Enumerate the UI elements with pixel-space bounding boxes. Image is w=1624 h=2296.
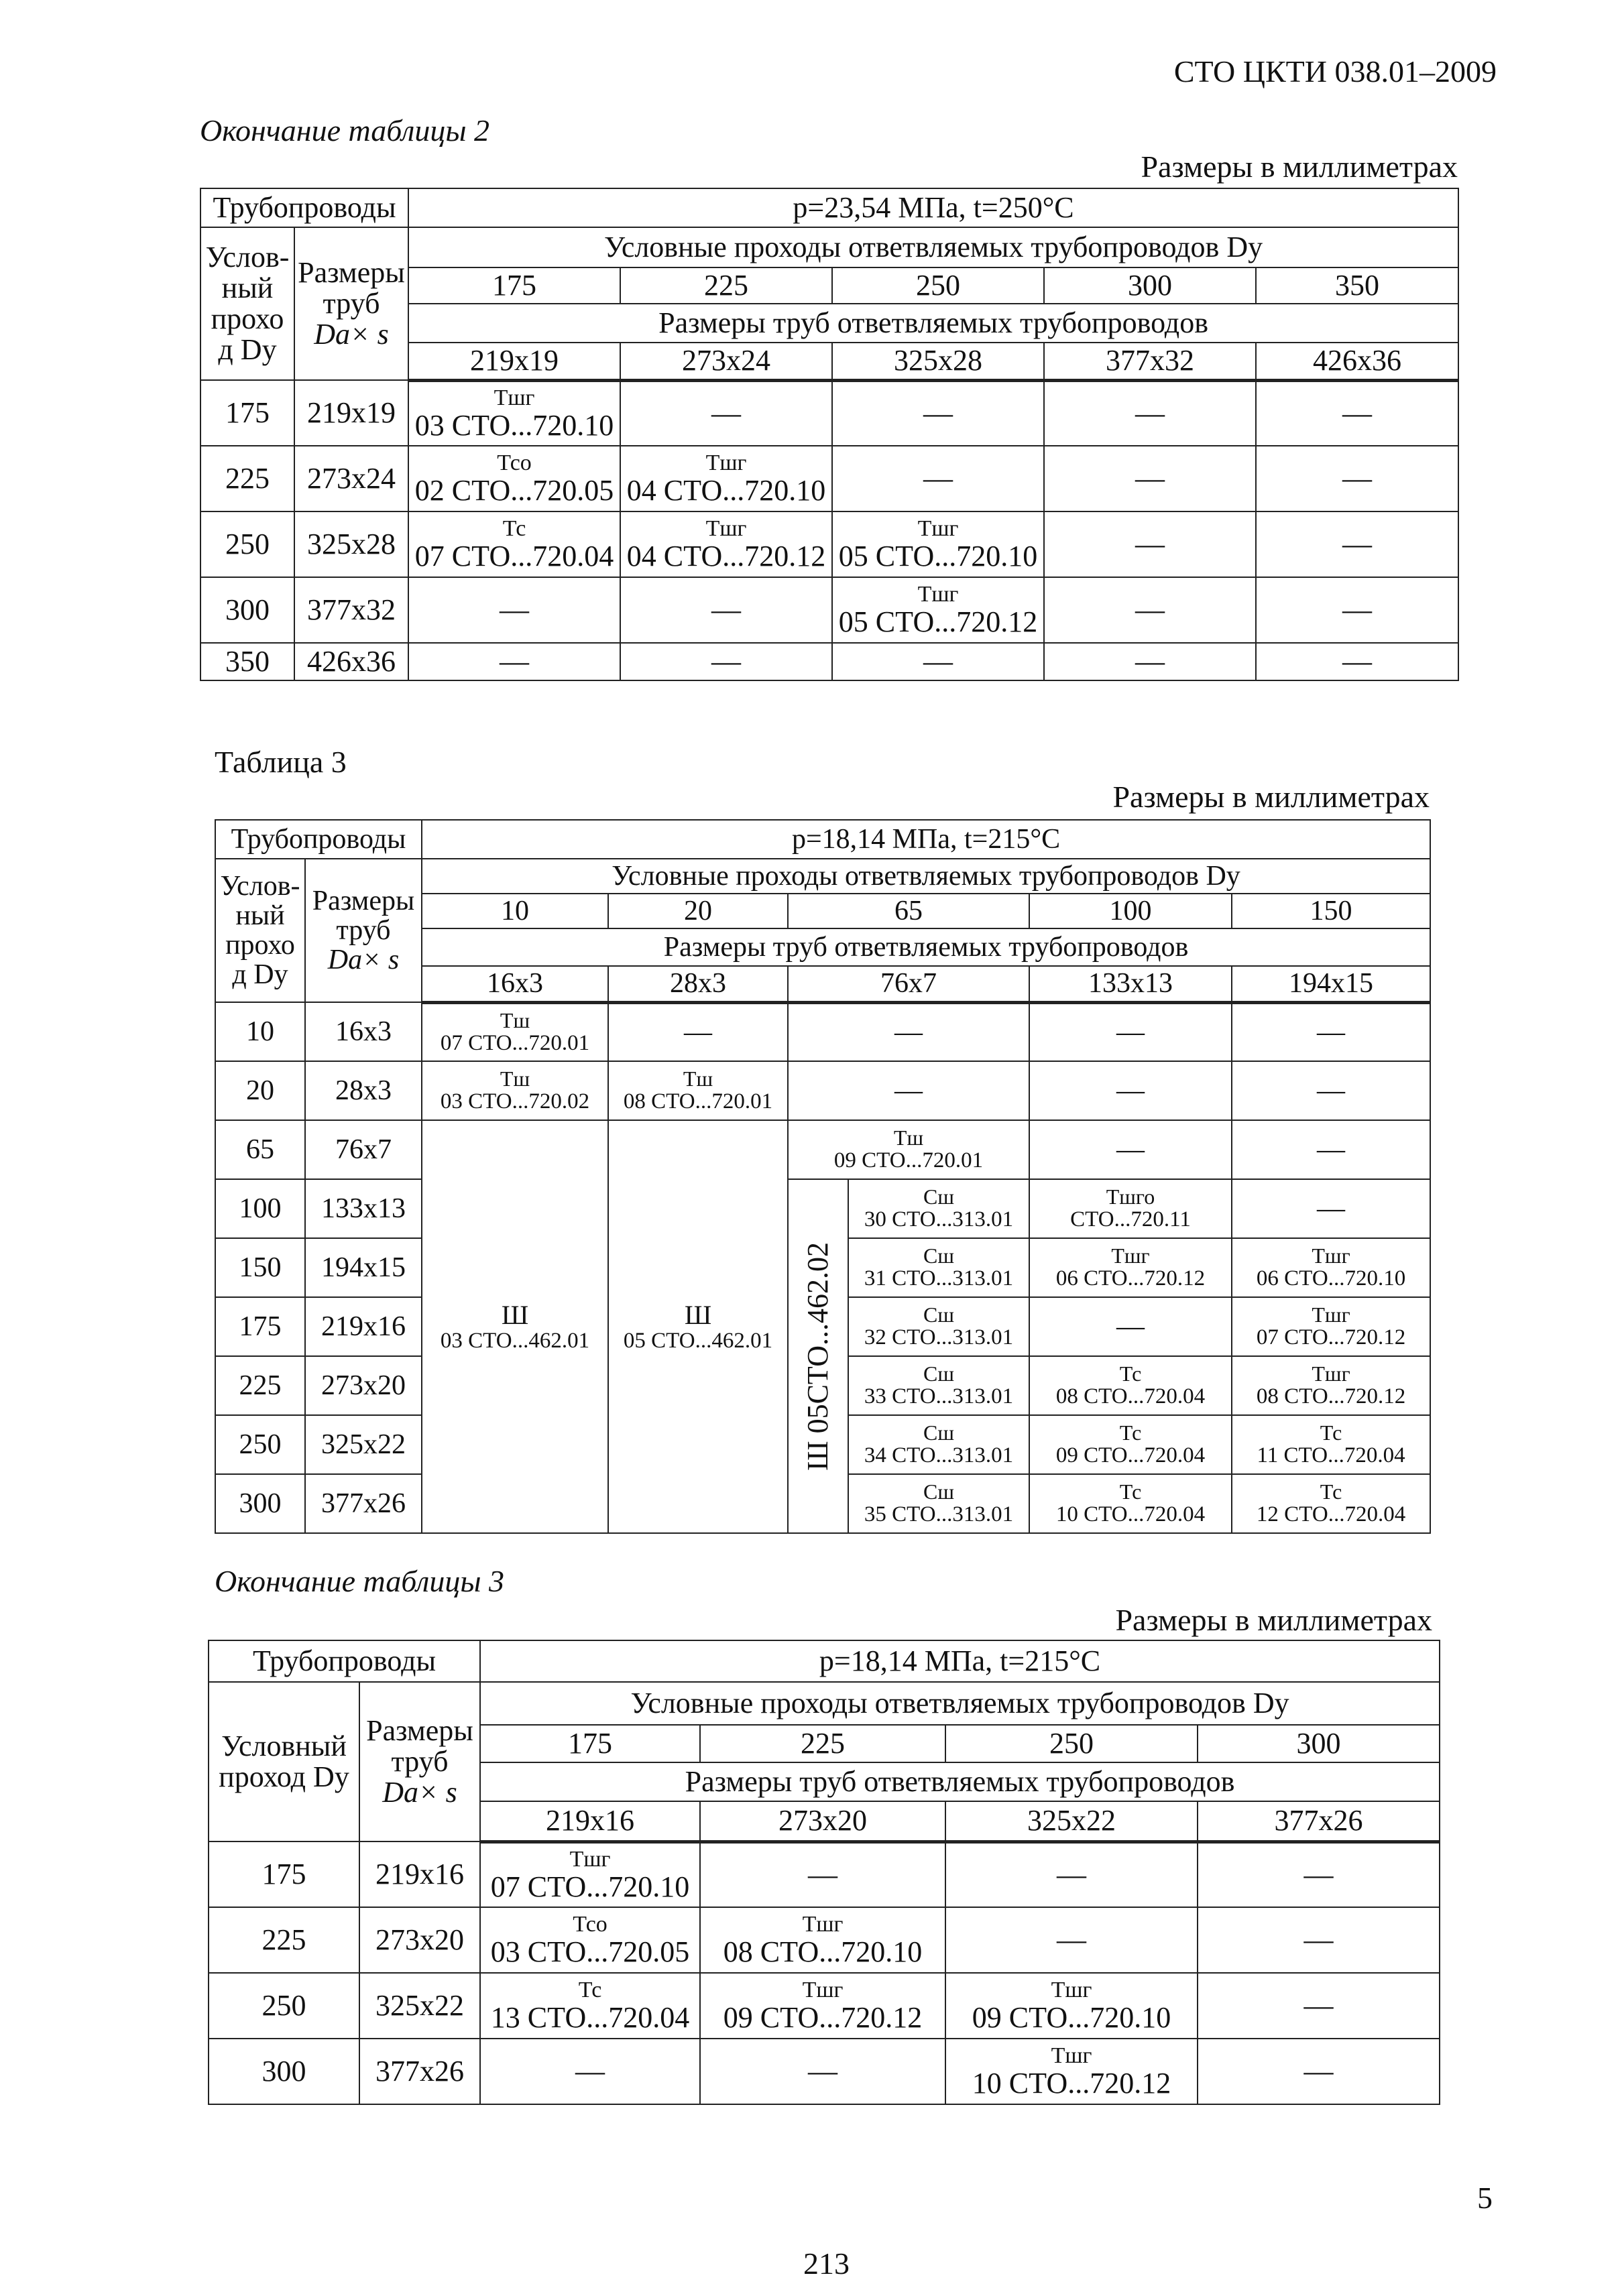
dash-cell: —	[1256, 380, 1458, 446]
fitting-reference: 04 СТО...720.10	[626, 473, 826, 507]
dash-cell: —	[1232, 1061, 1430, 1120]
header-branch-sizes: Размеры труб ответвляемых трубопроводов	[408, 304, 1458, 343]
row-dy: 300	[200, 577, 294, 643]
branch-dy-cell: 225	[700, 1725, 945, 1762]
branch-dy-cell: 10	[422, 894, 608, 928]
table-row	[209, 2039, 1440, 2104]
dash-cell: —	[1044, 380, 1256, 446]
table3	[215, 819, 1431, 1534]
branch-dy-cell: 65	[788, 894, 1029, 928]
dash-cell: —	[1256, 577, 1458, 643]
row-size: 325х28	[294, 511, 408, 577]
fitting-symbol: Тшг	[1051, 2043, 1092, 2069]
row-size: 194х15	[305, 1238, 422, 1297]
branch-size-cell: 377х32	[1044, 343, 1256, 380]
dash-cell: —	[832, 446, 1044, 511]
fitting-cell: Тш 09 СТО...720.01	[788, 1120, 1029, 1179]
table2-end-caption: Окончание таблицы 2	[200, 113, 489, 147]
table-row	[200, 446, 1458, 511]
table-row	[209, 1973, 1440, 2039]
dash-cell: —	[620, 380, 832, 446]
branch-dy-cell: 250	[832, 267, 1044, 304]
branch-size-cell: 194х15	[1232, 966, 1430, 1002]
dash-cell: —	[1198, 2039, 1440, 2104]
fitting-symbol: Тшг	[1051, 1978, 1092, 2003]
fitting-reference: 02 СТО...720.05	[414, 473, 614, 507]
table3-end-caption: Окончание таблицы 3	[215, 1564, 504, 1598]
row-dy: 250	[215, 1415, 305, 1474]
fitting-cell	[620, 511, 832, 577]
row-dy: 10	[215, 1002, 305, 1061]
dash-cell: —	[1256, 511, 1458, 577]
row-dy: 175	[215, 1297, 305, 1356]
dash-cell: —	[788, 1061, 1029, 1120]
fitting-cell: Тшг 06 СТО...720.10	[1232, 1238, 1430, 1297]
table3-caption: Таблица 3	[215, 745, 347, 779]
branch-size-cell: 219х19	[408, 343, 620, 380]
fitting-cell	[408, 511, 620, 577]
fitting-reference: 05 СТО...720.12	[838, 605, 1038, 638]
fitting-cell: Сш 32 СТО...313.01	[848, 1297, 1029, 1356]
fitting-cell: Тшг 07 СТО...720.12	[1232, 1297, 1430, 1356]
fitting-cell: Сш 34 СТО...313.01	[848, 1415, 1029, 1474]
fitting-cell: Тс 10 СТО...720.04	[1029, 1474, 1232, 1533]
header-pipe-sizes: Размеры труб Dа× s	[305, 859, 422, 1002]
row-dy: 300	[209, 2039, 359, 2104]
row-size: 273х20	[305, 1356, 422, 1415]
fitting-reference: 07 СТО...720.04	[414, 539, 614, 572]
header-params: p=18,14 МПа, t=215°С	[422, 820, 1430, 859]
document-code: СТО ЦКТИ 038.01–2009	[1173, 54, 1497, 88]
dash-cell: —	[1044, 643, 1256, 680]
branch-dy-cell: 20	[608, 894, 788, 928]
header-branch-dy: Условные проходы ответвляемых трубопроводов Dу	[408, 227, 1458, 267]
row-dy: 350	[200, 643, 294, 680]
fitting-symbol: Тшг	[802, 1912, 844, 1937]
table2-units-note: Размеры в миллиметрах	[1141, 149, 1458, 184]
header-branch-sizes: Размеры труб ответвляемых трубопроводов	[422, 928, 1430, 966]
dash-cell: —	[700, 1841, 945, 1907]
row-size: 325х22	[359, 1973, 480, 2039]
table3-end-units-note: Размеры в миллиметрах	[1115, 1603, 1432, 1637]
dash-cell: —	[620, 643, 832, 680]
row-dy: 250	[209, 1973, 359, 2039]
header-nominal-diameter: Услов- ный прохо д Dу	[200, 227, 294, 380]
fitting-cell-merged: Ш 05 СТО...462.01	[608, 1120, 788, 1533]
fitting-cell-vertical: Ш 05СТО...462.02	[788, 1179, 848, 1533]
fitting-cell: Тшг 06 СТО...720.12	[1029, 1238, 1232, 1297]
fitting-cell: Сш 35 СТО...313.01	[848, 1474, 1029, 1533]
branch-dy-cell: 150	[1232, 894, 1430, 928]
dash-cell: —	[1044, 511, 1256, 577]
row-size: 426х36	[294, 643, 408, 680]
row-size: 325х22	[305, 1415, 422, 1474]
dash-cell: —	[1232, 1179, 1430, 1238]
fitting-reference: 07 СТО...720.10	[490, 1870, 690, 1903]
table3-end	[208, 1640, 1440, 2105]
header-branch-dy: Условные проходы ответвляемых трубопроводов Dу	[422, 859, 1430, 894]
dash-cell: —	[700, 2039, 945, 2104]
row-dy: 300	[215, 1474, 305, 1533]
branch-size-cell: 273х24	[620, 343, 832, 380]
branch-size-cell: 28х3	[608, 966, 788, 1002]
table-row	[209, 1907, 1440, 1973]
row-dy: 65	[215, 1120, 305, 1179]
fitting-cell	[408, 380, 620, 446]
row-dy: 225	[215, 1356, 305, 1415]
fitting-cell	[480, 1907, 700, 1973]
fitting-reference: 09 СТО...720.10	[972, 2000, 1171, 2034]
row-size: 273х20	[359, 1907, 480, 1973]
fitting-cell	[700, 1907, 945, 1973]
fitting-cell	[480, 1841, 700, 1907]
fitting-reference: 04 СТО...720.12	[626, 539, 826, 572]
header-pipelines: Трубопроводы	[209, 1640, 480, 1682]
fitting-cell: Тшг 08 СТО...720.12	[1232, 1356, 1430, 1415]
fitting-reference: 09 СТО...720.12	[723, 2000, 923, 2034]
dash-cell: —	[1029, 1002, 1232, 1061]
fitting-symbol: Тшг	[802, 1978, 844, 2003]
dash-cell: —	[832, 380, 1044, 446]
branch-dy-cell: 175	[408, 267, 620, 304]
dash-cell: —	[1232, 1120, 1430, 1179]
page-number-global: 213	[803, 2246, 850, 2281]
fitting-cell: Тш 07 СТО...720.01	[422, 1002, 608, 1061]
branch-dy-cell: 175	[480, 1725, 700, 1762]
header-params: p=23,54 МПа, t=250°С	[408, 188, 1458, 227]
header-pipe-sizes: Размеры труб Dа× s	[294, 227, 408, 380]
header-nominal-diameter: Условный проход Dу	[209, 1682, 359, 1841]
row-size: 377х32	[294, 577, 408, 643]
dash-cell: —	[1232, 1002, 1430, 1061]
branch-dy-cell: 225	[620, 267, 832, 304]
table3-units-note: Размеры в миллиметрах	[1112, 780, 1430, 814]
dash-cell: —	[620, 577, 832, 643]
header-branch-dy: Условные проходы ответвляемых трубопроводов Dу	[480, 1682, 1440, 1725]
fitting-symbol: Тсо	[573, 1912, 607, 1937]
branch-dy-cell: 100	[1029, 894, 1232, 928]
dash-cell: —	[1029, 1061, 1232, 1120]
fitting-reference: 05 СТО...720.10	[838, 539, 1038, 572]
fitting-reference: 13 СТО...720.04	[490, 2000, 690, 2034]
row-size: 219х16	[305, 1297, 422, 1356]
header-params: p=18,14 МПа, t=215°С	[480, 1640, 1440, 1682]
fitting-cell	[620, 446, 832, 511]
branch-size-cell: 325х28	[832, 343, 1044, 380]
dash-cell: —	[1029, 1120, 1232, 1179]
fitting-cell: Тс 09 СТО...720.04	[1029, 1415, 1232, 1474]
fitting-cell	[480, 1973, 700, 2039]
dash-cell: —	[1198, 1841, 1440, 1907]
fitting-cell: Тс 12 СТО...720.04	[1232, 1474, 1430, 1533]
branch-dy-cell: 300	[1044, 267, 1256, 304]
dash-cell: —	[1256, 643, 1458, 680]
branch-size-cell: 16х3	[422, 966, 608, 1002]
dash-cell: —	[1256, 446, 1458, 511]
fitting-symbol: Тшг	[569, 1846, 611, 1872]
fitting-cell: Сш 33 СТО...313.01	[848, 1356, 1029, 1415]
fitting-cell	[832, 577, 1044, 643]
row-size: 16х3	[305, 1002, 422, 1061]
dash-cell: —	[1198, 1907, 1440, 1973]
fitting-symbol: Тшг	[917, 516, 959, 542]
fitting-cell	[832, 511, 1044, 577]
row-size: 219х19	[294, 380, 408, 446]
fitting-symbol: Тшг	[494, 385, 535, 410]
branch-size-cell: 76х7	[788, 966, 1029, 1002]
fitting-cell: Тш 08 СТО...720.01	[608, 1061, 788, 1120]
row-dy: 225	[209, 1907, 359, 1973]
page-number-local: 5	[1477, 2181, 1493, 2215]
row-size: 273х24	[294, 446, 408, 511]
table-row	[200, 380, 1458, 446]
fitting-cell	[945, 2039, 1198, 2104]
dash-cell: —	[480, 2039, 700, 2104]
fitting-cell: Сш 30 СТО...313.01	[848, 1179, 1029, 1238]
branch-size-cell: 219х16	[480, 1801, 700, 1841]
branch-dy-cell: 300	[1198, 1725, 1440, 1762]
dash-cell: —	[832, 643, 1044, 680]
dash-cell: —	[788, 1002, 1029, 1061]
row-size: 377х26	[305, 1474, 422, 1533]
table2-end	[200, 188, 1459, 681]
dash-cell: —	[945, 1841, 1198, 1907]
fitting-cell-merged: Ш 03 СТО...462.01	[422, 1120, 608, 1533]
row-size: 377х26	[359, 2039, 480, 2104]
fitting-cell: Тшго СТО...720.11	[1029, 1179, 1232, 1238]
fitting-symbol: Тс	[578, 1978, 602, 2003]
row-dy: 175	[209, 1841, 359, 1907]
row-dy: 100	[215, 1179, 305, 1238]
fitting-reference: 03 СТО...720.10	[414, 408, 614, 442]
row-dy: 250	[200, 511, 294, 577]
fitting-cell: Тш 03 СТО...720.02	[422, 1061, 608, 1120]
dash-cell: —	[408, 643, 620, 680]
row-dy: 20	[215, 1061, 305, 1120]
dash-cell: —	[408, 577, 620, 643]
fitting-reference: 10 СТО...720.12	[972, 2066, 1171, 2100]
branch-size-cell: 377х26	[1198, 1801, 1440, 1841]
header-pipelines: Трубопроводы	[200, 188, 408, 227]
row-size: 133х13	[305, 1179, 422, 1238]
header-pipe-sizes: Размеры труб Dа× s	[359, 1682, 480, 1841]
fitting-symbol: Тсо	[497, 450, 532, 476]
dash-cell: —	[1044, 446, 1256, 511]
row-size: 219х16	[359, 1841, 480, 1907]
dash-cell: —	[1198, 1973, 1440, 2039]
fitting-symbol: Тшг	[917, 582, 959, 607]
header-pipelines: Трубопроводы	[215, 820, 422, 859]
branch-size-cell: 273х20	[700, 1801, 945, 1841]
fitting-cell	[700, 1973, 945, 2039]
fitting-cell: Тс 11 СТО...720.04	[1232, 1415, 1430, 1474]
branch-dy-cell: 250	[945, 1725, 1198, 1762]
fitting-symbol: Тшг	[705, 516, 747, 542]
fitting-reference: 03 СТО...720.05	[490, 1935, 690, 1968]
header-branch-sizes: Размеры труб ответвляемых трубопроводов	[480, 1762, 1440, 1801]
row-dy: 150	[215, 1238, 305, 1297]
table-row	[209, 1841, 1440, 1907]
branch-dy-cell: 350	[1256, 267, 1458, 304]
fitting-cell	[945, 1973, 1198, 2039]
dash-cell: —	[945, 1907, 1198, 1973]
dash-cell: —	[1044, 577, 1256, 643]
branch-size-cell: 325х22	[945, 1801, 1198, 1841]
row-dy: 225	[200, 446, 294, 511]
header-nominal-diameter: Услов- ный прохо д Dу	[215, 859, 305, 1002]
fitting-symbol: Тс	[502, 516, 526, 542]
row-size: 28х3	[305, 1061, 422, 1120]
fitting-symbol: Тшг	[705, 450, 747, 476]
fitting-cell: Тс 08 СТО...720.04	[1029, 1356, 1232, 1415]
table-row	[200, 643, 1458, 680]
branch-size-cell: 426х36	[1256, 343, 1458, 380]
fitting-cell: Сш 31 СТО...313.01	[848, 1238, 1029, 1297]
fitting-cell	[408, 446, 620, 511]
row-size: 76х7	[305, 1120, 422, 1179]
dash-cell: —	[608, 1002, 788, 1061]
table-row	[200, 511, 1458, 577]
row-dy: 175	[200, 380, 294, 446]
table-row	[200, 577, 1458, 643]
branch-size-cell: 133х13	[1029, 966, 1232, 1002]
fitting-reference: 08 СТО...720.10	[723, 1935, 923, 1968]
dash-cell: —	[1029, 1297, 1232, 1356]
